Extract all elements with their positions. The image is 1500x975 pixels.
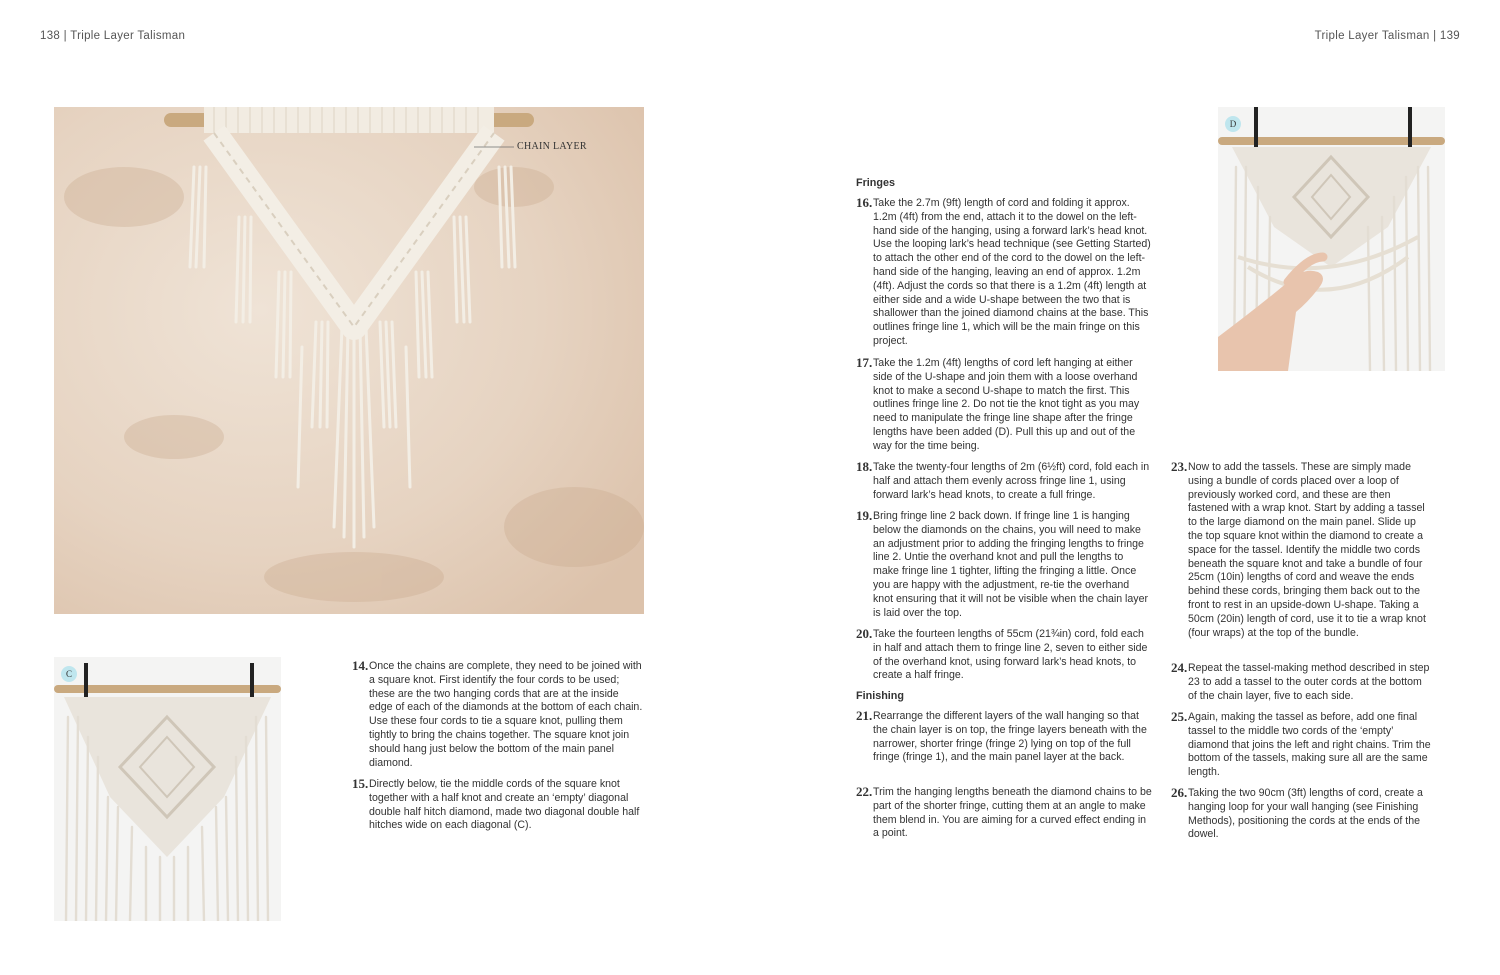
step-21-number: 21.: [856, 708, 873, 723]
right-running-title: Triple Layer Talisman: [1314, 30, 1430, 42]
step-16-text: Take the 2.7m (9ft) length of cord and folding it approx. 1.2m (4ft) from the end, attach it to the dowel on the left-hand side of the hanging, using a forward lark’s head knot. Use the looping lark’s head technique (see Getting Started) to attach the other end of the cord to the dowel on the left-hand side of the hanging, leaving an end of approx. 1.2m (4ft). Adjust the cords so that there is a 1.2m (4ft) length at either side and a wide U-shape between the two that is shallower than the joined diamond chains at the base. This outlines fringe line 1, which will be the main fringe on this project.: [873, 197, 1151, 347]
chain-layer-illustration: [54, 107, 644, 614]
step-14-text: Once the chains are complete, they need to be joined with a square knot. First identify the four cords to be used; these are the two hanging cords that are at the inside edge of each of the diamonds at the bottom of each chain. Use these four cords to tie a square knot, pulling them tightly to bring the chains together. The square knot join should hang just below the bottom of the main panel diamond.: [369, 660, 643, 769]
step-c-photo: [54, 657, 281, 921]
step-24-number: 24.: [1171, 660, 1188, 675]
step-21-text: Rearrange the different layers of the wall hanging so that the chain layer is on top, the fringe layers beneath with the narrower, shorter fringe (fringe 2) lying on top of the full fringe (fringe 1), and the main panel layer at the back.: [873, 710, 1147, 764]
step-15-number: 15.: [352, 776, 369, 791]
step-16: [856, 197, 1152, 349]
left-separator: |: [63, 30, 67, 42]
step-16-number: 16.: [856, 195, 873, 210]
photo-d-badge: D: [1225, 116, 1241, 132]
left-running-head: [40, 30, 185, 42]
step-26-number: 26.: [1171, 785, 1188, 800]
step-17-text: Take the 1.2m (4ft) lengths of cord left hanging at either side of the U-shape and join them with a loose overhand knot to make a second U-shape to match the first. This outlines fringe line 2. Do not tie the knot tight as you may need to manipulate the fringe line shape after the fringe lengths have been added (D). Pull this up and out of the way for the time being.: [873, 357, 1140, 452]
step-25-number: 25.: [1171, 709, 1188, 724]
step-d-illustration: [1218, 107, 1445, 371]
left-page-number: 138: [40, 30, 61, 42]
step-19-text: Bring fringe line 2 back down. If fringe line 1 is hanging below the diamonds on the chains, you will need to make an adjustment prior to adding the fringing lengths to fringe line 2. Untie the overhand knot and pull the lengths to make fringe line 1 tighter, lifting the fringing a little. Once you are happy with the adjustment, re-tie the overhand knot ensuring that it will not be visible when the chain layer is laid over the top.: [873, 510, 1149, 619]
step-18-text: Take the twenty-four lengths of 2m (6½ft) cord, fold each in half and attach them evenly across fringe line 1, using forward lark’s head knots, to create a full fringe.: [873, 461, 1150, 501]
step-17-number: 17.: [856, 355, 873, 370]
step-22-text: Trim the hanging lengths beneath the diamond chains to be part of the shorter fringe, cutting them at an angle to make them blend in. You are aiming for a curved effect ending in a point.: [873, 786, 1152, 840]
step-25: [1171, 711, 1433, 780]
finishing-heading: Finishing: [856, 690, 904, 702]
step-21: [856, 710, 1152, 765]
step-23: [1171, 461, 1433, 640]
step-26: [1171, 787, 1433, 842]
step-26-text: Taking the two 90cm (3ft) lengths of cord, create a hanging loop for your wall hanging (see Finishing Methods), positioning the cords at the ends of the dowel.: [1188, 787, 1423, 841]
step-20-text: Take the fourteen lengths of 55cm (21¾in) cord, fold each in half and attach them to fringe line 2, seven to either side of the overhand knot, using forward lark’s head knots, to create a half fringe.: [873, 628, 1148, 682]
step-22-number: 22.: [856, 784, 873, 799]
step-14: [352, 660, 645, 770]
step-20: [856, 628, 1152, 683]
step-14-number: 14.: [352, 658, 369, 673]
right-page: [750, 0, 1500, 975]
step-20-number: 20.: [856, 626, 873, 641]
fringes-heading: Fringes: [856, 177, 895, 189]
right-running-head: [1315, 30, 1460, 42]
step-23-number: 23.: [1171, 459, 1188, 474]
step-d-photo: [1218, 107, 1445, 371]
step-15: [352, 778, 645, 833]
step-25-text: Again, making the tassel as before, add one final tassel to the middle two cords of the ‘empty’ diamond that joins the left and right chains. Trim the bottom of the tassels, making sure all are the same length.: [1188, 711, 1431, 779]
chain-layer-photo: [54, 107, 644, 614]
step-22: [856, 786, 1152, 841]
step-19-number: 19.: [856, 508, 873, 523]
step-23-text: Now to add the tassels. These are simply made using a bundle of cords placed over a loop of previously worked cord, and these are then fastened with a wrap knot. Start by adding a tassel to the large diamond on the main panel. Slide up the top square knot within the diamond to create a space for the tassel. Identify the middle two cords beneath the square knot and take a bundle of four 25cm (10in) lengths of cord and weave the ends behind these cords, bringing them back out to the front to rest in an upside-down U-shape. Taking a 50cm (20in) length of cord, use it to tie a wrap knot (four wraps) at the top of the bundle.: [1188, 461, 1426, 639]
right-page-number: 139: [1439, 30, 1460, 42]
step-17: [856, 357, 1152, 454]
step-24-text: Repeat the tassel-making method described in step 23 to add a tassel to the outer cords at the bottom of the chain layer, five to each side.: [1188, 662, 1430, 702]
photo-c-badge: C: [61, 666, 77, 682]
left-running-title: Triple Layer Talisman: [70, 30, 186, 42]
chain-layer-label: CHAIN LAYER: [517, 141, 587, 152]
step-15-text: Directly below, tie the middle cords of the square knot together with a half knot and create an ‘empty’ diagonal double half hitch diamond, made two diagonal double half hitches wide on each diagonal (C).: [369, 778, 640, 832]
step-19: [856, 510, 1152, 620]
step-18: [856, 461, 1152, 502]
step-c-illustration: [54, 657, 281, 921]
step-24: [1171, 662, 1433, 703]
step-18-number: 18.: [856, 459, 873, 474]
right-separator: |: [1433, 30, 1437, 42]
